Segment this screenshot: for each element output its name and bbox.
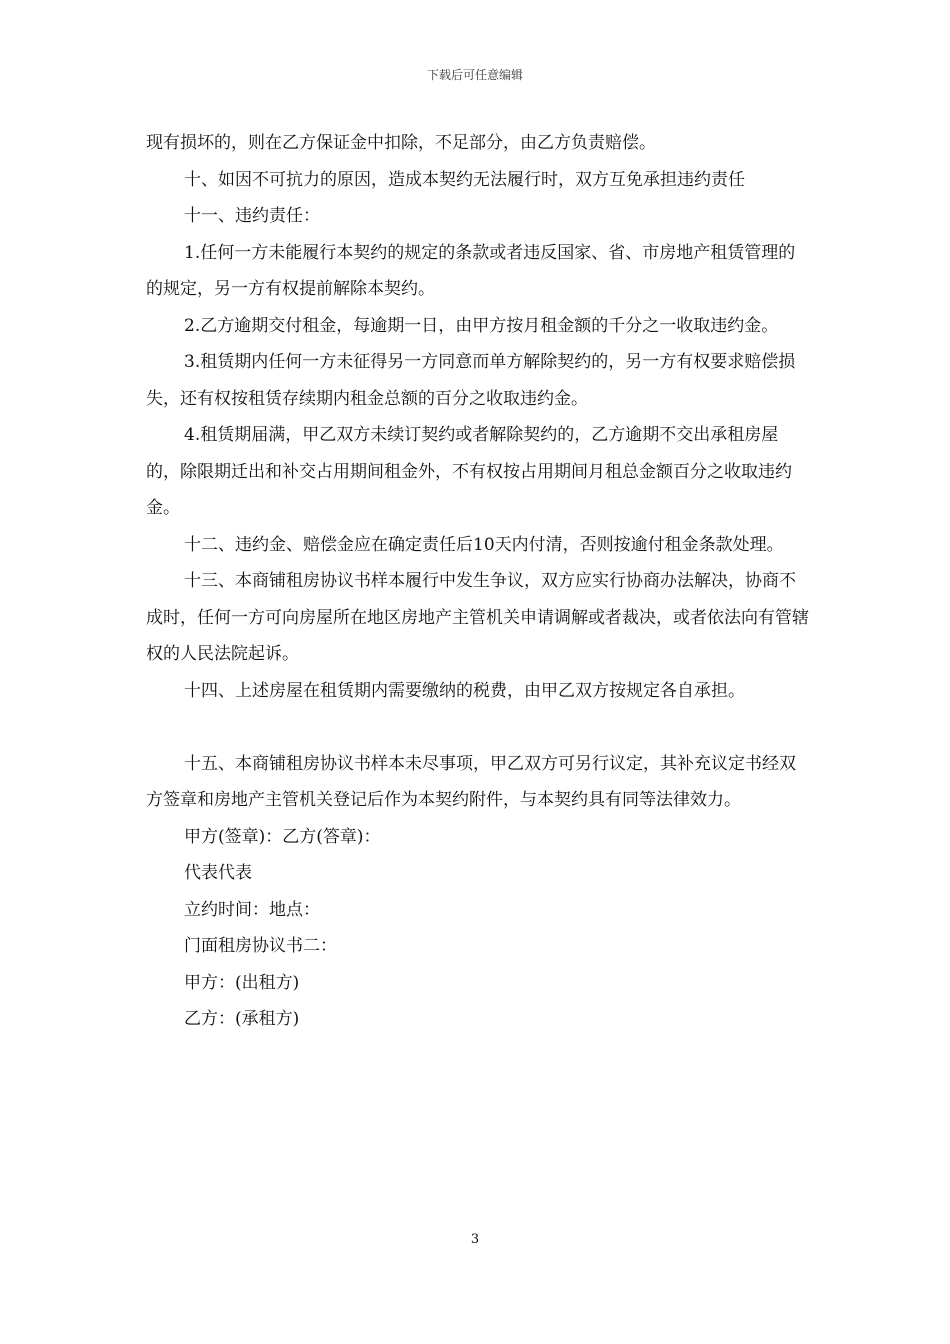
paragraph-clause-15: 十五、本商铺租房协议书样本未尽事项，甲乙双方可另行议定，其补充议定书经双方签章和房地产主管机关登记后作为本契约附件，与本契约具有同等法律效力。 <box>146 753 796 810</box>
paragraph-force-majeure: 十、如因不可抗力的原因，造成本契约无法履行时，双方互免承担违约责任 <box>184 169 745 190</box>
paragraph-breach-heading: 十一、违约责任： <box>184 206 320 226</box>
paragraph-breach-4: 4.租赁期届满，甲乙双方未续订契约或者解除契约的，乙方逾期不交出承租房屋的，除限期迁出和补交占用期间租金外，不有权按占用期间月租总金额百分之收取违约金。 <box>146 425 792 518</box>
paragraph-clause-12: 十二、违约金、赔偿金应在确定责任后10天内付清，否则按逾付租金条款处理。 <box>184 534 784 555</box>
page-header-note: 下载后可任意编辑 <box>426 68 523 82</box>
paragraph-breach-3: 3.租赁期内任何一方未征得另一方同意而单方解除契约的，另一方有权要求赔偿损失，还有权按租赁存续期内租金总额的百分之收取违约金。 <box>146 352 796 409</box>
paragraph-clause-14: 十四、上述房屋在租赁期内需要缴纳的税费，由甲乙双方按规定各自承担。 <box>184 680 745 701</box>
party-b-line: 乙方：(承租方) <box>184 1009 300 1029</box>
representative-line: 代表代表 <box>184 863 252 883</box>
blank-line <box>146 709 810 746</box>
page-number: 3 <box>470 1232 480 1247</box>
document-body <box>146 125 810 1038</box>
paragraph-breach-1: 1.任何一方未能履行本契约的规定的条款或者违反国家、省、市房地产租赁管理的的规定，另一方有权提前解除本契约。 <box>146 242 796 299</box>
signature-line: 甲方(签章)：乙方(答章)： <box>184 826 381 847</box>
paragraph-clause-13: 十三、本商铺租房协议书样本履行中发生争议，双方应实行协商办法解决，协商不成时，任何一方可向房屋所在地区房地产主管机关申请调解或者裁决，或者依法向有管辖权的人民法院起诉。 <box>146 571 809 664</box>
paragraph-damage-deduction: 现有损坏的，则在乙方保证金中扣除，不足部分，由乙方负责赔偿。 <box>146 133 656 153</box>
date-place-line: 立约时间：地点： <box>184 899 320 920</box>
party-a-line: 甲方：(出租方) <box>184 972 300 993</box>
paragraph-breach-2: 2.乙方逾期交付租金，每逾期一日，由甲方按月租金额的千分之一收取违约金。 <box>184 315 779 336</box>
agreement-two-title: 门面租房协议书二： <box>184 936 337 956</box>
